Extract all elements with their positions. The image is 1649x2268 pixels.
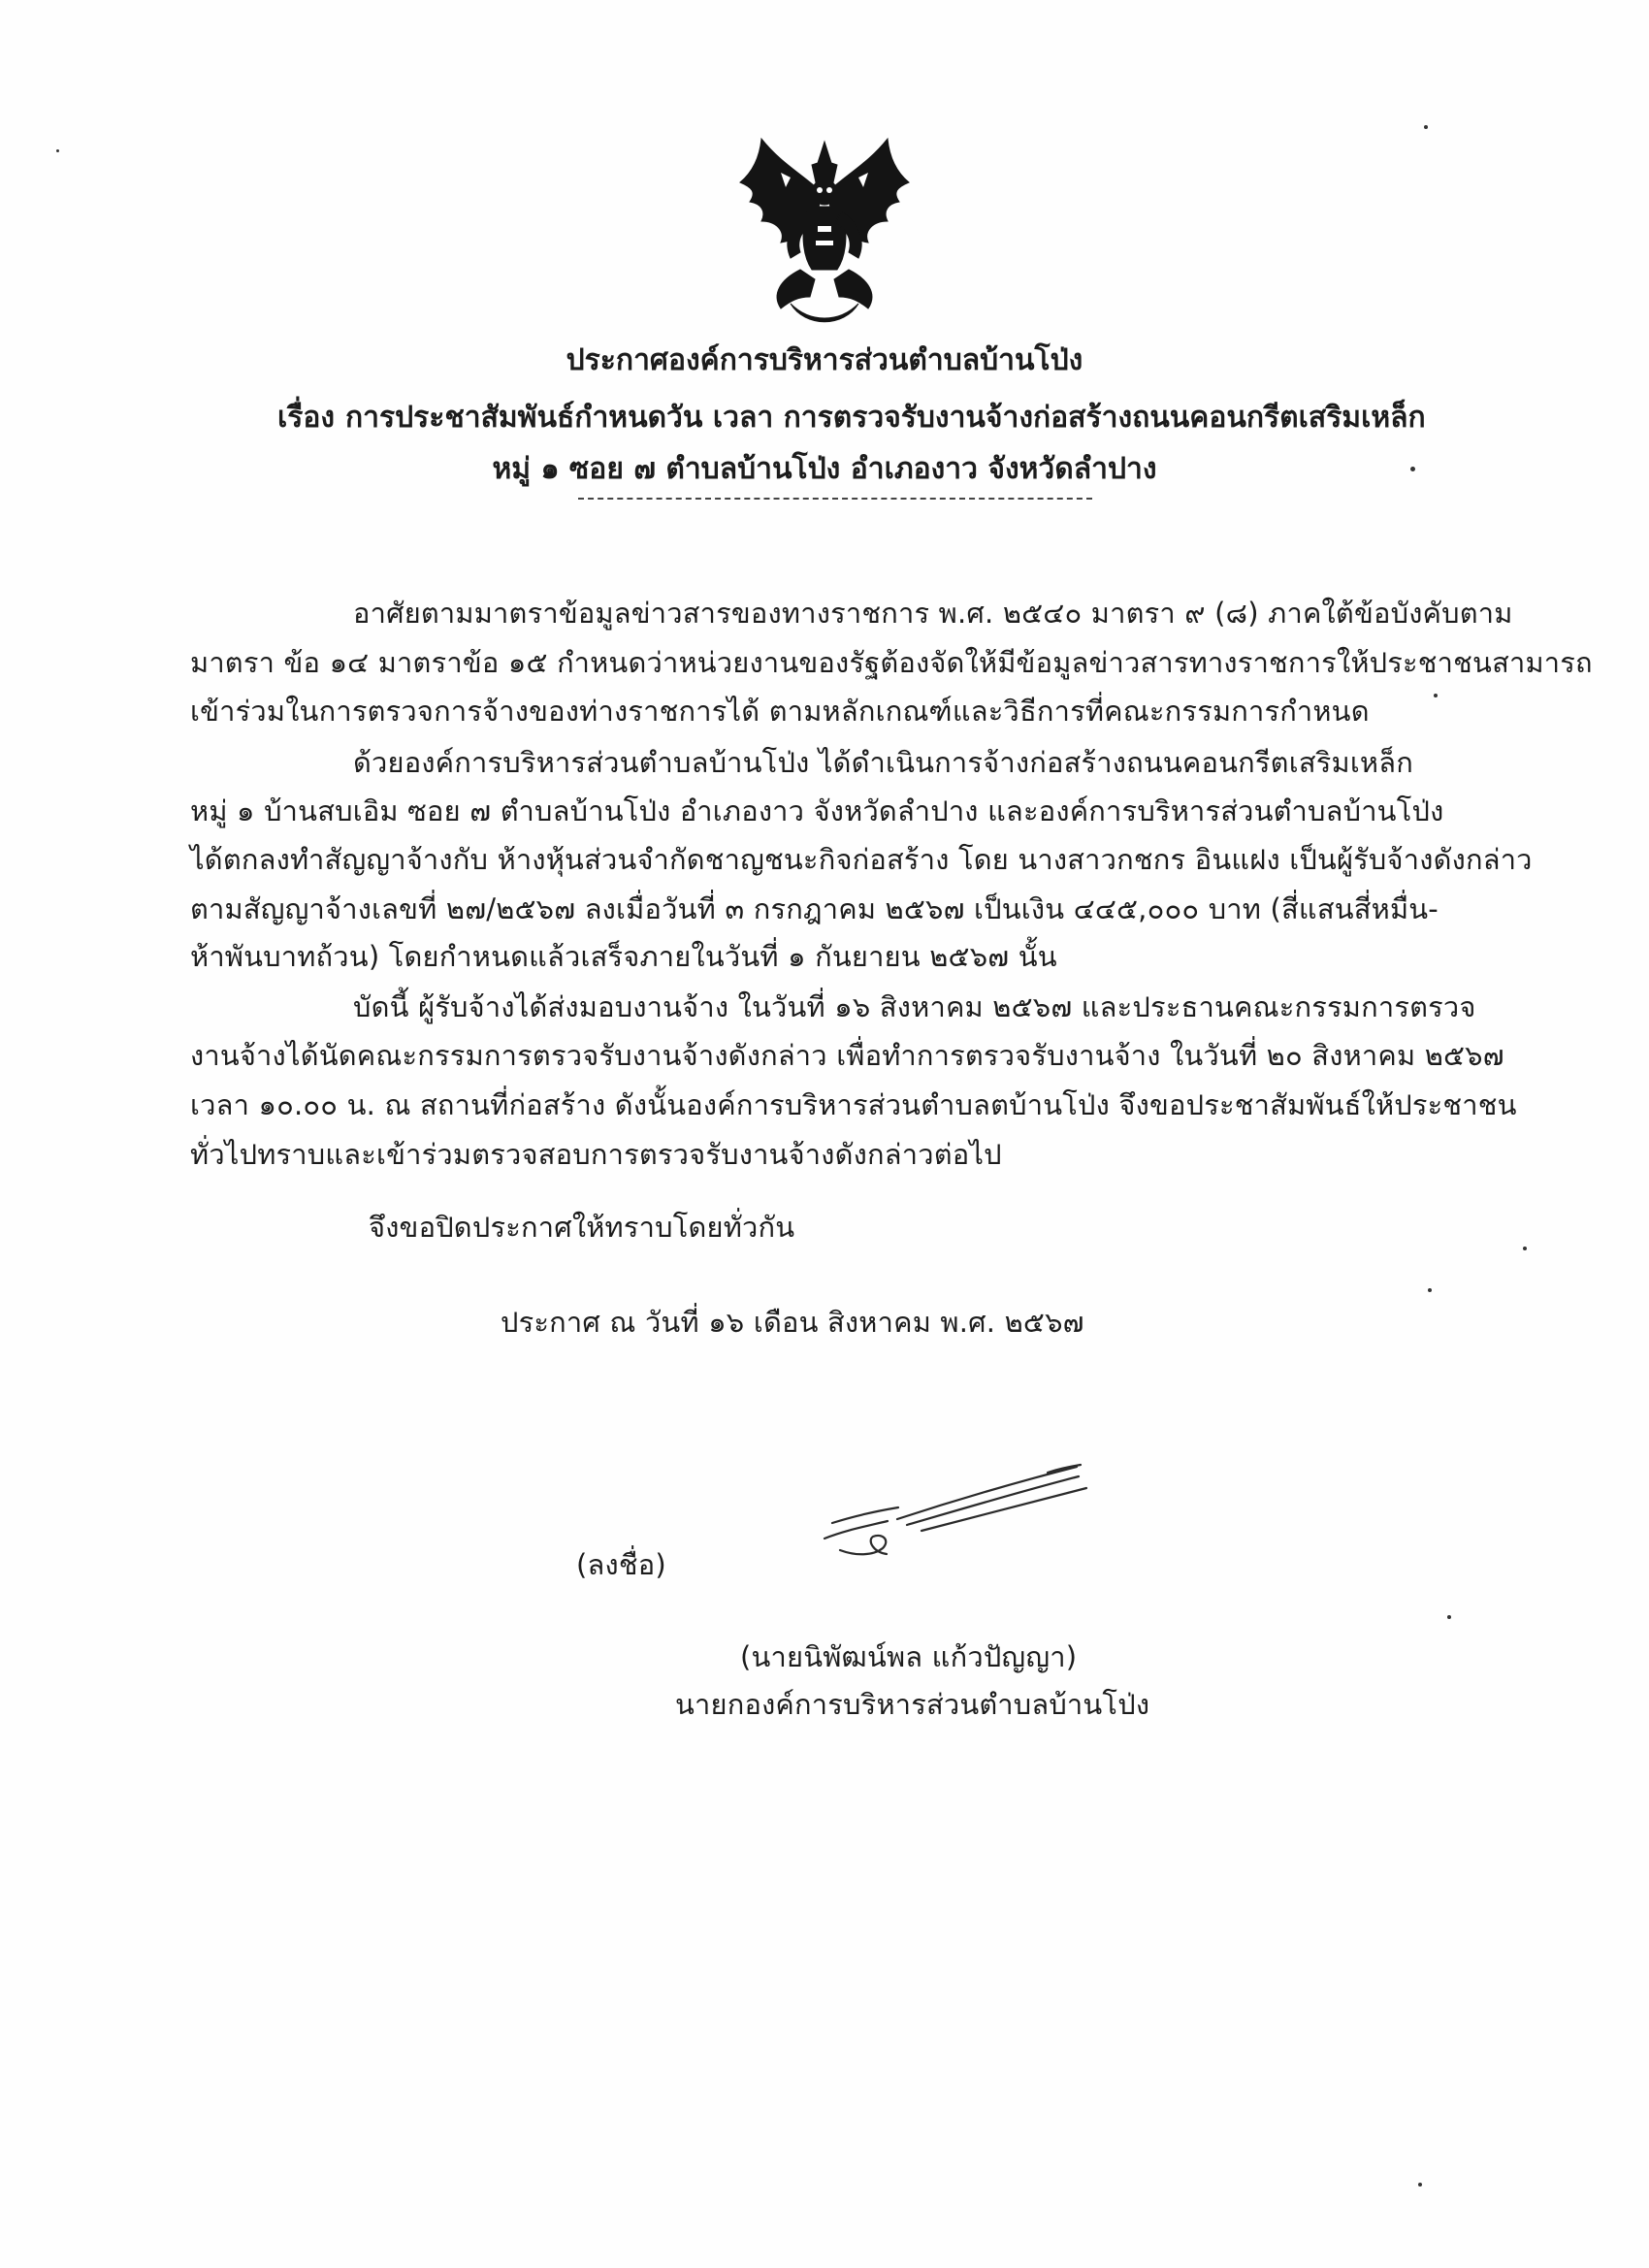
subject-label: เรื่อง (277, 401, 336, 435)
sign-label: (ลงชื่อ) (576, 1548, 666, 1581)
subject-line (277, 399, 1426, 437)
scan-speck (1447, 1615, 1451, 1619)
paragraph-2-line-1: ด้วยองค์การบริหารส่วนตำบลบ้านโป่ง ได้ดำเนินการจ้างก่อสร้างถนนคอนกรีตเสริมเหล็ก (353, 746, 1413, 779)
paragraph-2-line-2: หมู่ ๑ บ้านสบเอิม ซอย ๗ ตำบลบ้านโป่ง อำเภองาว จังหวัดลำปาง และองค์การบริหารส่วนตำบลบ้านโป่ง (190, 794, 1444, 827)
announced-date: ประกาศ ณ วันที่ ๑๖ เดือน สิงหาคม พ.ศ. ๒๕๖๗ (501, 1306, 1084, 1339)
announcement-title: ประกาศองค์การบริหารส่วนตำบลบ้านโป่ง (566, 343, 1083, 377)
scan-speck (1434, 694, 1438, 697)
paragraph-2-line-4: ตามสัญญาจ้างเลขที่ ๒๗/๒๕๖๗ ลงเมื่อวันที่ ๓ กรกฎาคม ๒๕๖๗ เป็นเงิน ๔๔๕,๐๐๐ บาท (สี่แสนสี่หมื่น- (190, 892, 1439, 925)
dashed-divider (578, 498, 1092, 500)
signatory-name: (นายนิพัฒน์พล แก้วปัญญา) (740, 1640, 1078, 1673)
paragraph-2-line-3: ได้ตกลงทำสัญญาจ้างกับ ห้างหุ้นส่วนจำกัดชาญชนะกิจก่อสร้าง โดย นางสาวกชกร อินแฝง เป็นผู้รับจ้างดังกล่าว (190, 843, 1533, 876)
closing-text: จึงขอปิดประกาศให้ทราบโดยทั่วกัน (369, 1211, 795, 1244)
paragraph-3-line-1: บัดนี้ ผู้รับจ้างได้ส่งมอบงานจ้าง ในวันที่ ๑๖ สิงหาคม ๒๕๖๗ และประธานคณะกรรมการตรวจ (353, 990, 1476, 1023)
scan-speck (1428, 1288, 1432, 1292)
subject-line-2: หมู่ ๑ ซอย ๗ ตำบลบ้านโป่ง อำเภองาว จังหวัดลำปาง (492, 452, 1157, 486)
paragraph-1-line-2: มาตรา ข้อ ๑๔ มาตราข้อ ๑๕ กำหนดว่าหน่วยงานของรัฐต้องจัดให้มีข้อมูลข่าวสารทางราชการให้ประชาชนสามารถ (190, 646, 1593, 679)
paragraph-3-line-2: งานจ้างได้นัดคณะกรรมการตรวจรับงานจ้างดังกล่าว เพื่อทำการตรวจรับงานจ้าง ในวันที่ ๒๐ สิงหาคม ๒๕๖๗ (190, 1039, 1504, 1072)
subject-text: การประชาสัมพันธ์กำหนดวัน เวลา การตรวจรับงานจ้างก่อสร้างถนนคอนกรีตเสริมเหล็ก (345, 401, 1426, 435)
scan-speck (1410, 467, 1415, 471)
paragraph-1-line-3: เข้าร่วมในการตรวจการจ้างของท่างราชการได้ ตามหลักเกณฑ์และวิธีการที่คณะกรรมการกำหนด (190, 695, 1370, 728)
scan-speck (1424, 125, 1428, 129)
scan-speck (56, 149, 59, 152)
paragraph-3-line-3: เวลา ๑๐.๐๐ น. ณ สถานที่ก่อสร้าง ดังนั้นองค์การบริหารส่วนตำบลตบ้านโป่ง จึงขอประชาสัมพันธ์ให้ประชาชน (190, 1088, 1517, 1121)
signatory-position: นายกองค์การบริหารส่วนตำบลบ้านโป่ง (675, 1688, 1150, 1721)
scan-speck (1418, 2183, 1422, 2187)
scan-speck (1523, 1247, 1527, 1250)
paragraph-1-line-1: อาศัยตามมาตราข้อมูลข่าวสารของทางราชการ พ.ศ. ๒๕๔๐ มาตรา ๙ (๘) ภาคใต้ข้อบังคับตาม (353, 597, 1513, 630)
handwritten-signature (805, 1463, 1106, 1579)
paragraph-2-line-5: ห้าพันบาทถ้วน) โดยกำหนดแล้วเสร็จภายในวันที่ ๑ กันยายน ๒๕๖๗ นั้น (190, 940, 1057, 973)
garuda-emblem-icon (723, 134, 926, 338)
paragraph-3-line-4: ทั่วไปทราบและเข้าร่วมตรวจสอบการตรวจรับงานจ้างดังกล่าวต่อไป (190, 1138, 1002, 1171)
